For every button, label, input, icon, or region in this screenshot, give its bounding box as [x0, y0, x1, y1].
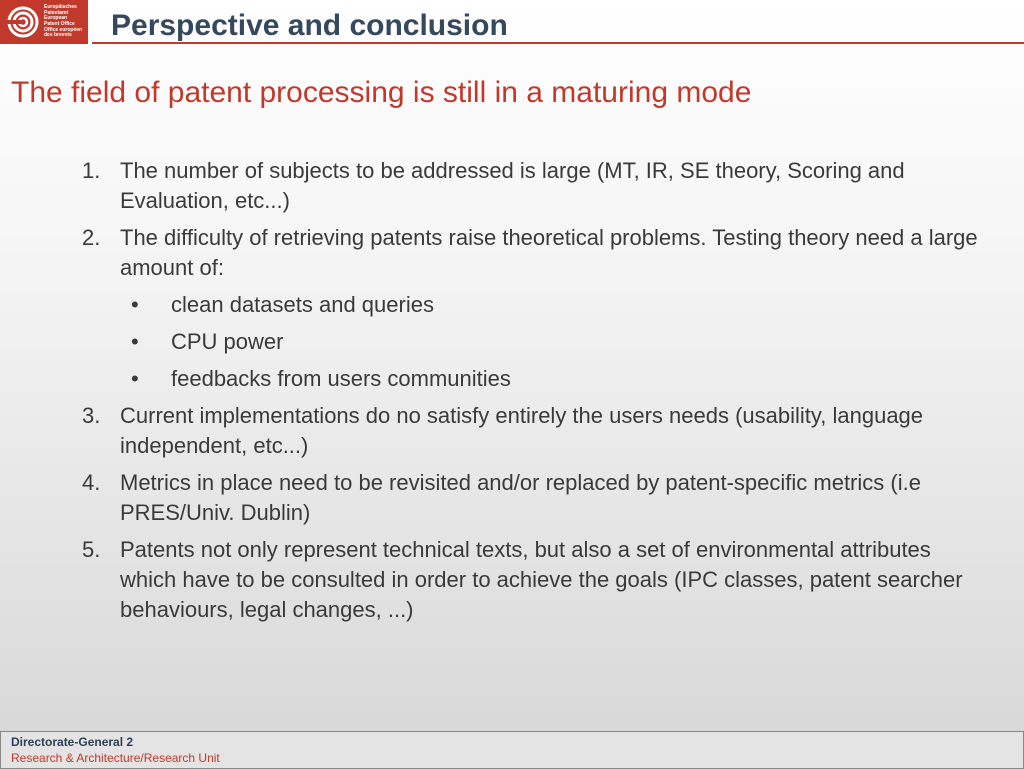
list-text: Current implementations do no satisfy entirely the users needs (usability, language independent, etc...): [120, 403, 924, 458]
footer-directorate: Directorate-General 2: [11, 735, 134, 749]
footer-unit: Research & Architecture/Research Unit: [11, 751, 220, 765]
sub-bullet: [127, 364, 982, 394]
bullet-text: feedbacks from users communities: [171, 366, 511, 391]
title-divider: [92, 42, 1024, 44]
epo-logo: [0, 0, 88, 44]
bullet-text: CPU power: [171, 329, 284, 354]
list-item: [82, 401, 982, 461]
list-text: The difficulty of retrieving patents raise theoretical problems. Testing theory need a large amount of:: [120, 225, 978, 280]
bullet-glyph: •: [131, 329, 139, 354]
list-item: [82, 468, 982, 528]
list-text: Metrics in place need to be revisited and/or replaced by patent-specific metrics (i.e PRES/Univ. Dublin): [120, 470, 921, 525]
slide-content: [82, 156, 982, 632]
sub-bullet: [127, 290, 982, 320]
list-number: 5.: [82, 537, 101, 562]
list-number: 2.: [82, 225, 101, 250]
bullet-text: clean datasets and queries: [171, 292, 434, 317]
logo-line: des brevets: [44, 32, 72, 39]
logo-line: Patent Office: [44, 21, 75, 27]
list-number: 1.: [82, 158, 101, 183]
bullet-glyph: •: [131, 366, 139, 391]
logo-line: European: [44, 15, 68, 22]
logo-line: Office européen: [44, 26, 83, 33]
sub-bullet: [127, 327, 982, 357]
slide-footer: [0, 731, 1024, 769]
slide-title: Perspective and conclusion: [111, 9, 508, 42]
bullet-glyph: •: [131, 292, 139, 317]
list-text: Patents not only represent technical texts, but also a set of environmental attributes which have to be consulted in order to achieve the goals (IPC classes, patent searcher behaviours, legal changes, ...): [120, 537, 963, 622]
list-item: [82, 535, 982, 625]
list-text: The number of subjects to be addressed is large (MT, IR, SE theory, Scoring and Evaluation, etc...): [120, 158, 905, 213]
logo-text: [44, 5, 82, 39]
logo-line: Patentamt: [44, 9, 69, 16]
slide-subtitle: The field of patent processing is still in a maturing mode: [11, 76, 752, 109]
logo-line: Europäisches: [44, 4, 77, 11]
list-item: [82, 156, 982, 216]
list-number: 3.: [82, 403, 101, 428]
list-item: [82, 223, 982, 283]
list-number: 4.: [82, 470, 101, 495]
epo-spiral-logo-icon: [6, 5, 40, 39]
